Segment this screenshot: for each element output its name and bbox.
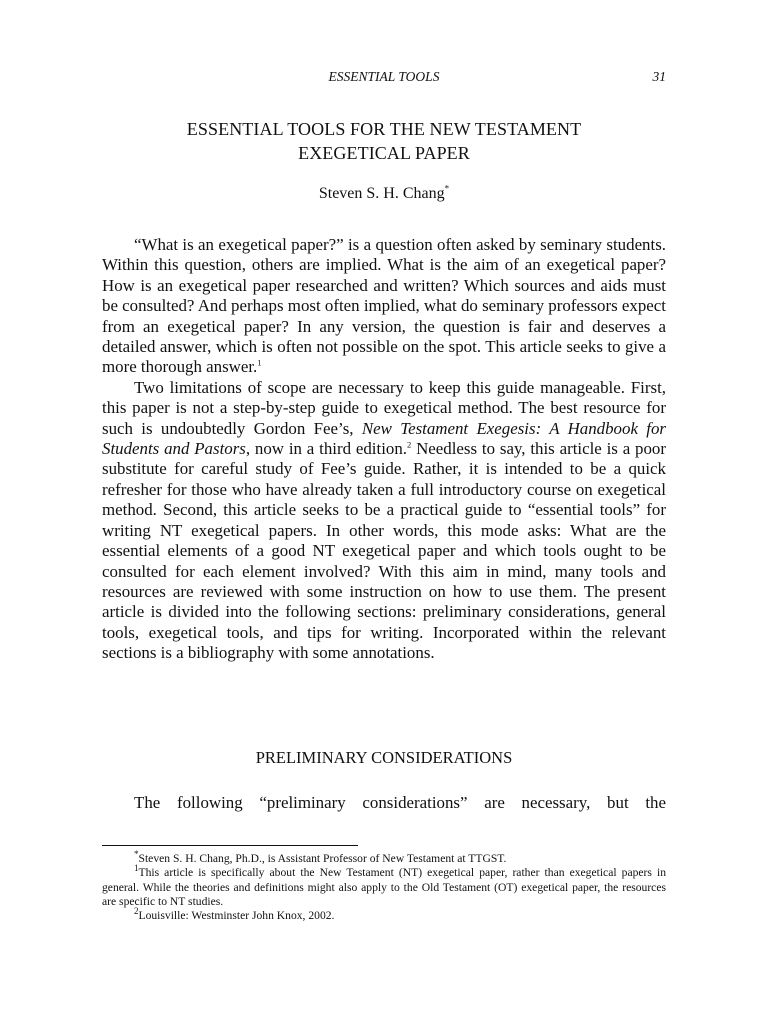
footnote-2-mark: 2 [134, 906, 139, 917]
footnote-2-text: Louisville: Westminster John Knox, 2002. [138, 909, 335, 923]
book-title: New Testament Exegesis: A Handbook for Students and Pastors [102, 418, 667, 459]
footnote-divider [102, 845, 358, 846]
article-body [102, 235, 666, 664]
page-number: 31 [652, 69, 666, 84]
footnote-ref-2: 2 [407, 439, 412, 450]
author-byline [102, 183, 666, 205]
paragraph-2-text-c: Needless to say, this article is a poor substitute for careful study of Fee’s guide. Rather, it is intended to be a quick refresher for those who have already taken a full introductory course on exegetical method. Second, this article seeks to be a practical guide to “essential tools” for writing NT exegetical papers. In other words, this mode asks: What are the essential elements of a good NT exegetical paper and which tools ought to be consulted for each element involved? With this aim in mind, many tools and resources are reviewed with some instruction on how to use them. The present article is divided into the following sections: preliminary considerations, general tools, exegetical tools, and tips for writing. Incorporated within the relevant sections is a bibliography with some annotations. [102, 439, 666, 663]
title-line-2: EXEGETICAL PAPER [298, 143, 470, 163]
paragraph-3: The following “preliminary considerations” are necessary, but the [134, 793, 666, 812]
footnote-author [102, 849, 666, 866]
paragraph-1-text: “What is an exegetical paper?” is a question often asked by seminary students. Within this question, others are implied. What is the aim of an exegetical paper? How is an exegetical paper researched and written? Which sources and aids must be consulted? And perhaps most often implied, what do seminary professors expect from an exegetical paper? In any version, the question is fair and deserves a detailed answer, which is often not possible on the spot. This article seeks to give a more thorough answer. [102, 235, 666, 377]
footnote-2 [102, 906, 666, 923]
article-title [102, 117, 666, 165]
footnotes [102, 849, 666, 923]
running-title: ESSENTIAL TOOLS [328, 69, 440, 84]
footnote-1 [102, 863, 666, 909]
paragraph-2-text-a: Two limitations of scope are necessary to keep this guide manageable. First, this paper is not a step-by-step guide to exegetical method. The best resource for such is undoubtedly Gordon Fee’s, [102, 377, 666, 438]
footnote-author-text: Steven S. H. Chang, Ph.D., is Assistant Professor of New Testament at TTGST. [138, 852, 507, 865]
running-head [102, 69, 666, 87]
paragraph-2-text-b: , now in a third edition. [245, 439, 408, 459]
author-note-mark: * [444, 183, 450, 194]
paragraph-1 [102, 235, 666, 378]
footnote-ref-1: 1 [257, 357, 262, 368]
footnote-1-text: This article is specifically about the New Testament (NT) exegetical paper, rather than exegetical papers in general. While the theories and definitions might also apply to the Old Testament (OT) exegetical paper, the resources are specific to NT studies. [102, 866, 666, 908]
author-name: Steven S. H. Chang [318, 185, 445, 202]
footnote-1-mark: 1 [134, 863, 139, 874]
title-line-1: ESSENTIAL TOOLS FOR THE NEW TESTAMENT [186, 119, 582, 139]
footnote-author-mark: * [134, 849, 139, 860]
section-heading: PRELIMINARY CONSIDERATIONS [255, 748, 513, 767]
paragraph-2 [102, 378, 666, 664]
